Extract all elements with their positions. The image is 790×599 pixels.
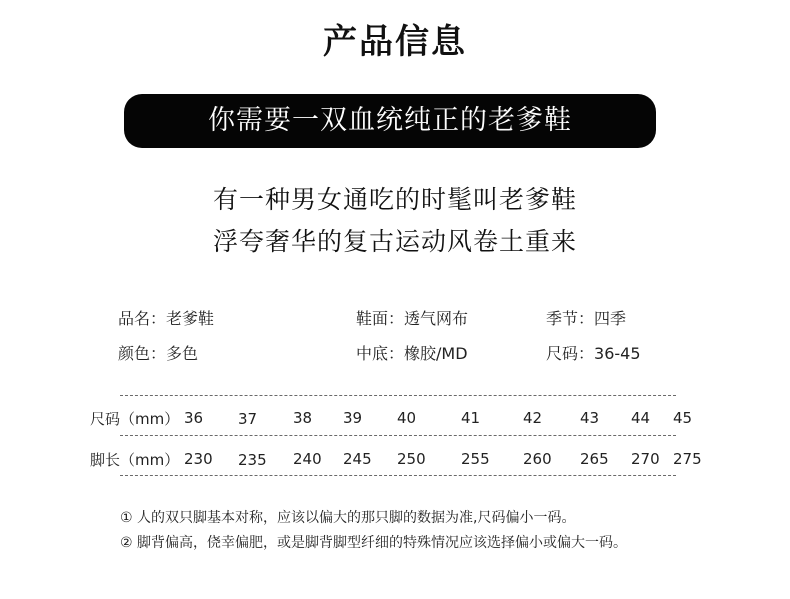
size-cell: 44 xyxy=(631,409,651,427)
size-cell: 40 xyxy=(397,409,417,427)
spec-upper-material xyxy=(356,306,468,329)
length-cell: 250 xyxy=(397,450,426,468)
size-cell: 38 xyxy=(293,409,313,427)
length-cell: 260 xyxy=(523,450,552,468)
size-cell: 42 xyxy=(523,409,543,427)
spec-color xyxy=(118,341,198,364)
spec-value: 橡胶/MD xyxy=(404,344,468,363)
size-cell: 37 xyxy=(238,410,258,428)
spec-label: 尺码： xyxy=(546,344,595,363)
length-cell: 270 xyxy=(631,450,660,468)
divider xyxy=(120,435,676,436)
spec-product-name xyxy=(118,306,214,329)
tagline-2: 浮夸奢华的复古运动风卷土重来 xyxy=(212,227,577,256)
length-cell: 240 xyxy=(293,450,322,468)
spec-value: 四季 xyxy=(594,309,627,328)
length-cell: 230 xyxy=(184,450,213,468)
spec-season xyxy=(546,306,626,329)
size-cell: 43 xyxy=(580,409,600,427)
size-cell: 36 xyxy=(184,409,204,427)
note-2: ② 脚背偏高，侥幸偏肥，或是脚背脚型纤细的特殊情况应该选择偏小或偏大一码。 xyxy=(120,535,627,551)
size-cell: 45 xyxy=(673,409,693,427)
size-cell: 41 xyxy=(461,409,481,427)
spec-label: 颜色： xyxy=(118,344,167,363)
length-row-label: 脚长（mm） xyxy=(90,451,180,469)
length-cell: 235 xyxy=(238,451,267,469)
size-row-label: 尺码（mm） xyxy=(90,410,180,428)
spec-value: 36-45 xyxy=(594,344,641,363)
slogan-banner: 你需要一双血统纯正的老爹鞋 xyxy=(124,94,656,148)
spec-midsole xyxy=(356,341,468,364)
spec-label: 中底： xyxy=(356,344,405,363)
tagline-1: 有一种男女通吃的时髦叫老爹鞋 xyxy=(212,185,577,214)
spec-value: 透气网布 xyxy=(404,309,469,328)
length-cell: 255 xyxy=(461,450,490,468)
length-cell: 245 xyxy=(343,450,372,468)
note-1: ① 人的双只脚基本对称，应该以偏大的那只脚的数据为准,尺码偏小一码。 xyxy=(120,510,576,526)
spec-label: 季节： xyxy=(546,309,595,328)
length-cell: 275 xyxy=(673,450,702,468)
spec-label: 鞋面： xyxy=(356,309,405,328)
spec-value: 多色 xyxy=(166,344,199,363)
length-cell: 265 xyxy=(580,450,609,468)
spec-label: 品名： xyxy=(118,309,167,328)
spec-value: 老爹鞋 xyxy=(166,309,215,328)
size-cell: 39 xyxy=(343,409,363,427)
page-title: 产品信息 xyxy=(323,22,467,62)
divider xyxy=(120,395,676,396)
spec-size-range xyxy=(546,341,641,364)
divider xyxy=(120,475,676,476)
